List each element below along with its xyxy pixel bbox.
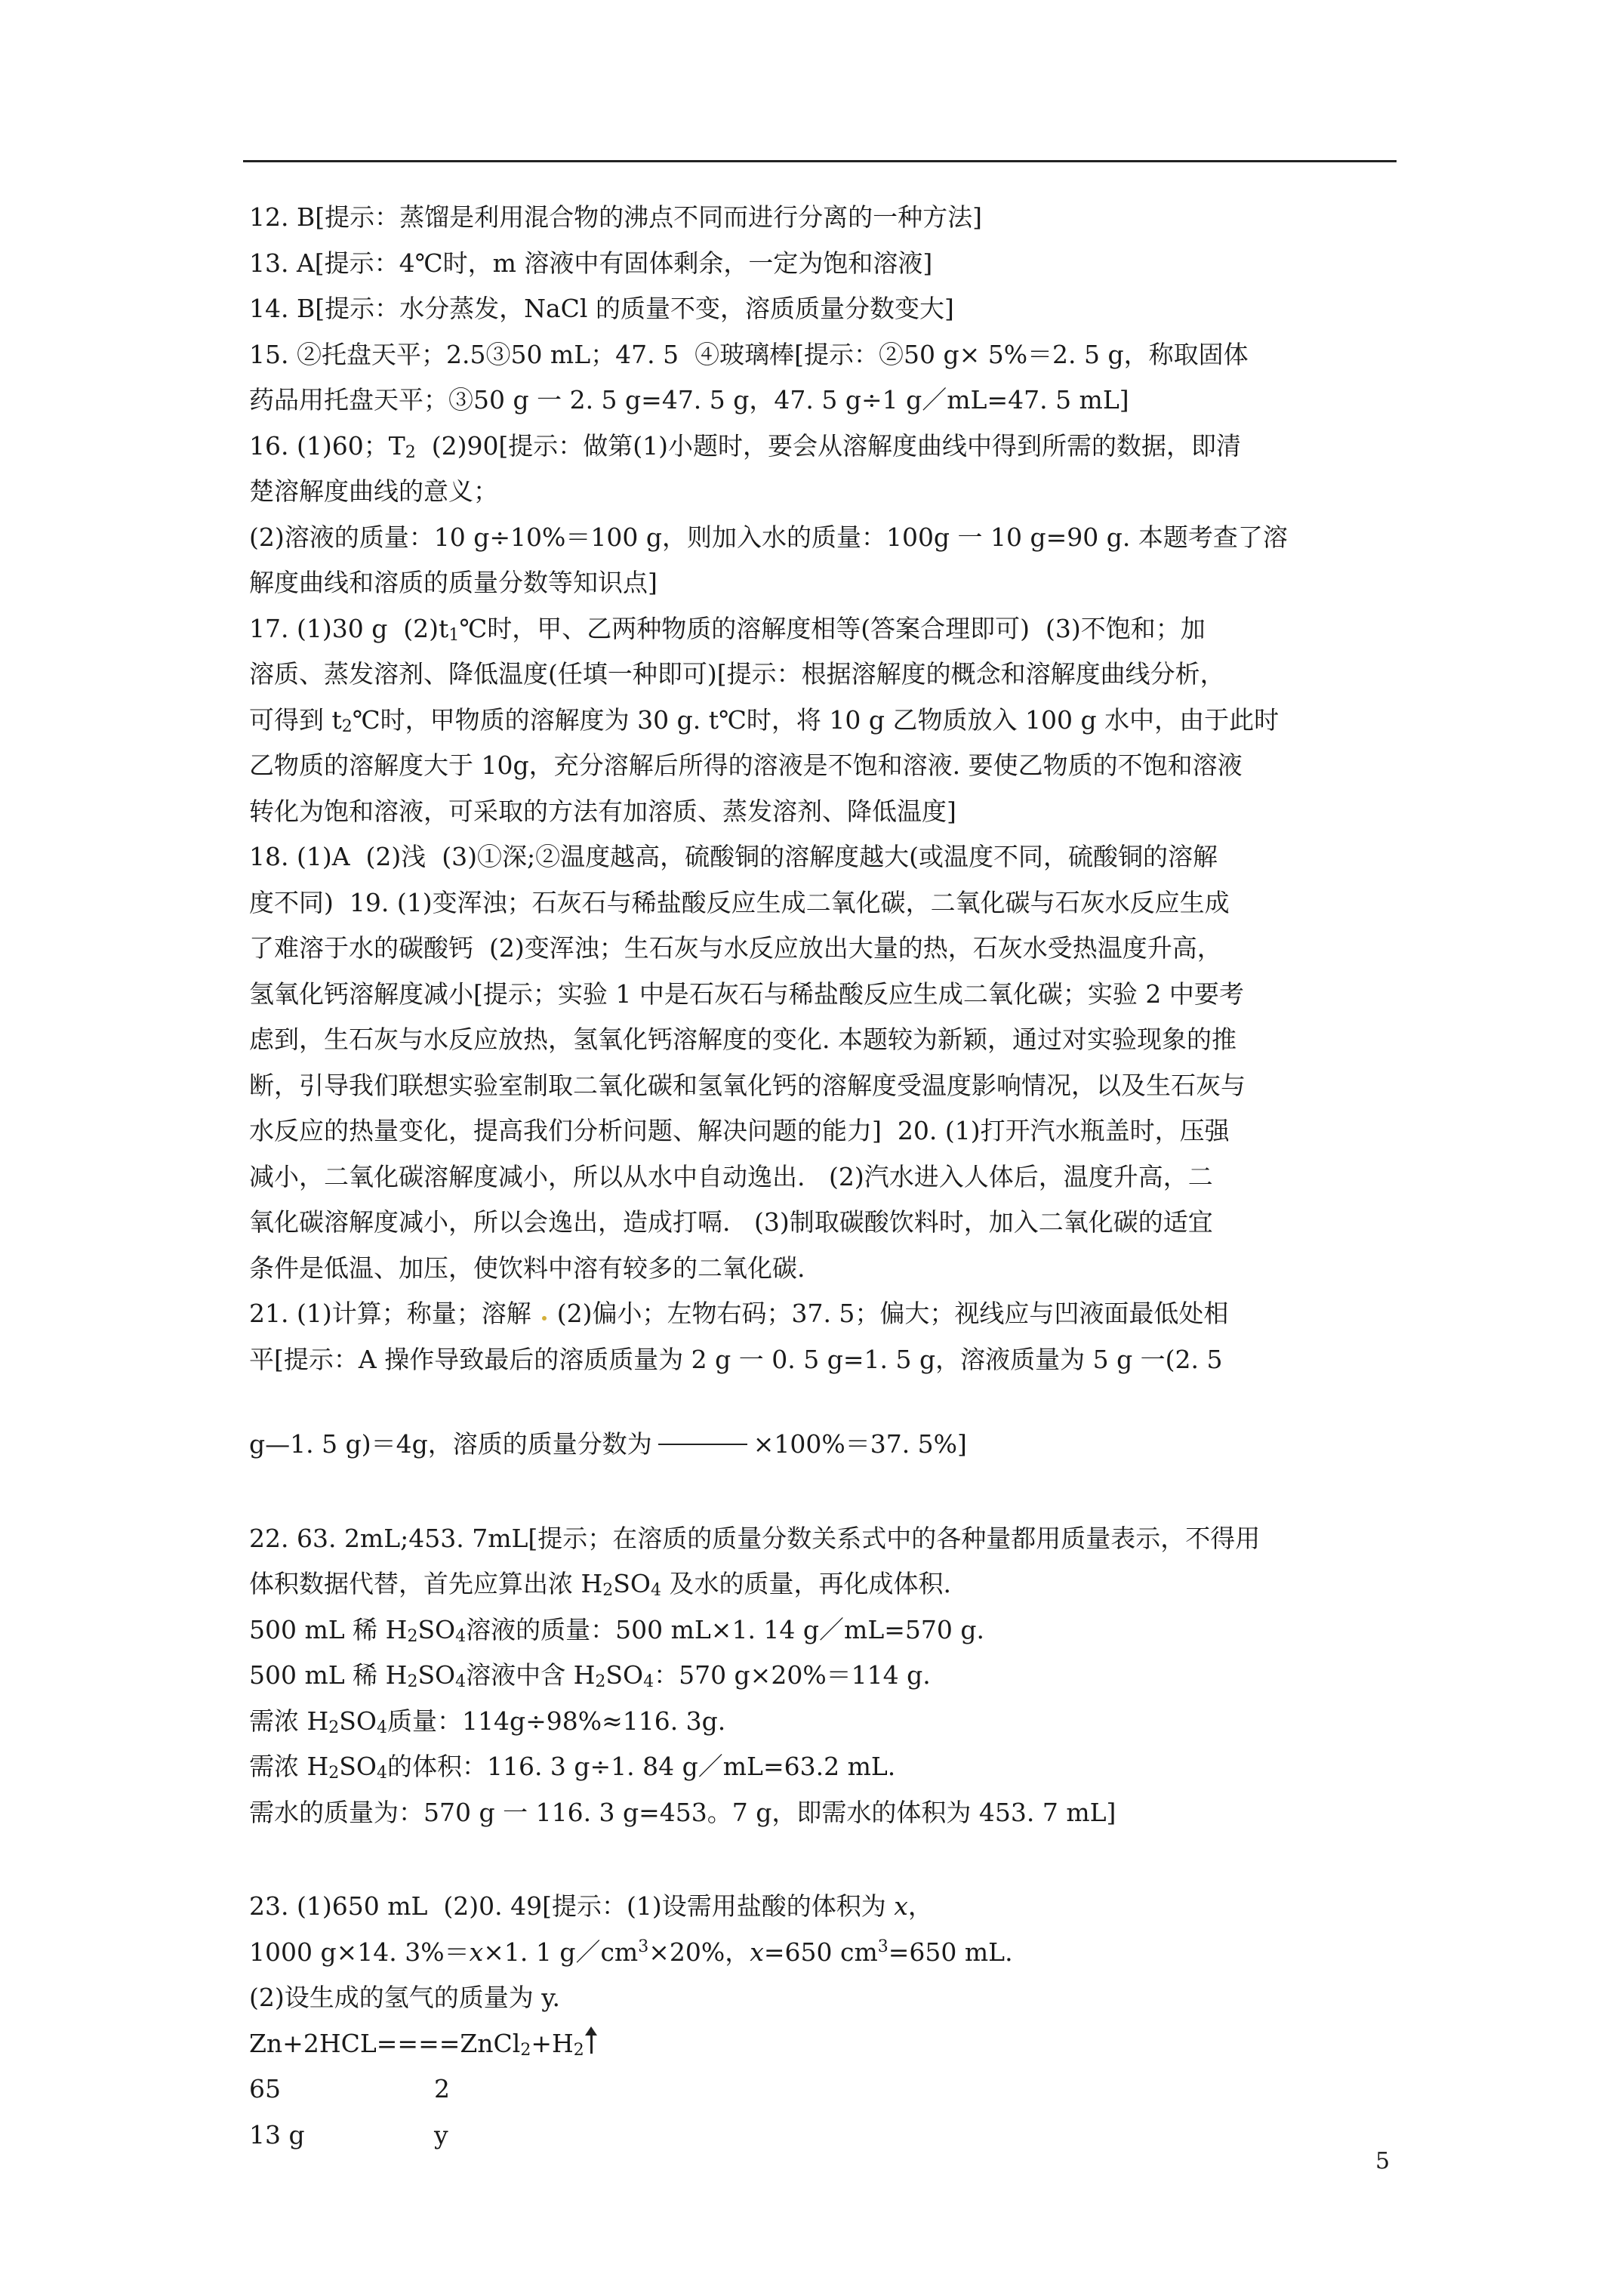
answer-18-20-line: 减小，二氧化碳溶解度减小，所以从水中自动逸出. (2)汽水进入人体后，温度升高，二 [249, 1161, 1213, 1191]
answer-21-line: g—1. 5 g)＝4g，溶质的质量分数为 ×100%＝37. 5%] [249, 1429, 967, 1459]
answer-22-line: 500 mL 稀 $H_2SO_4$溶液中含 $H_2SO_4$：570 g×20%＝114 g. [249, 1660, 931, 1691]
answer-18-20-line: 18. (1)A (2)浅 (3)①深;②温度越高，硫酸铜的溶解度越大(或温度不同，硫酸铜的溶解 [249, 842, 1218, 871]
answer-18-20-line: 断，引导我们联想实验室制取二氧化碳和氢氧化钙的溶解度受温度影响情况，以及生石灰与 [249, 1070, 1246, 1100]
answer-15-line: 15. ②托盘天平；2.5③50 mL；47. 5 ④玻璃棒[提示：②50 g× 5%＝2. 5 g，称取固体 [249, 339, 1249, 369]
answer-17-line: 可得到 $t_2℃$时，甲物质的溶解度为 30 g. t℃时，将 10 g 乙物质放入 100 g 水中，由于此时 [249, 704, 1280, 736]
fraction-bar [658, 1444, 747, 1445]
answer-18-20-line: 水反应的热量变化，提高我们分析问题、解决问题的能力] 20. (1)打开汽水瓶盖时，压强 [249, 1116, 1230, 1145]
answer-13: 13. A[提示：4℃时，m 溶液中有固体剩余，一定为饱和溶液] [249, 248, 933, 278]
answer-22-line: 体积数据代替，首先应算出浓 $H_2SO_4$ 及水的质量，再化成体积. [249, 1569, 951, 1600]
answer-18-20-line: 条件是低温、加压，使饮料中溶有较多的二氧化碳. [249, 1253, 805, 1283]
answer-16-line: 16. (1)60；$T_2$ (2)90[提示：做第(1)小题时，要会从溶解度曲线中得到所需的数据，即清 [249, 430, 1242, 462]
gas-up-arrow-icon [590, 2034, 593, 2054]
answer-22-line: 22. 63. 2mL;453. 7mL[提示；在溶质的质量分数关系式中的各种量都用质量表示，不得用 [249, 1523, 1261, 1553]
answer-22-line: 需浓 $H_2SO_4$质量：114g÷98%≈116. 3g. [249, 1706, 726, 1737]
answer-18-20-line: 氢氧化钙溶解度减小[提示；实验 1 中是石灰石与稀盐酸反应生成二氧化碳；实验 2 中要考 [249, 978, 1244, 1009]
ratio-row: 13 g y [249, 2119, 448, 2150]
ratio-row: 65 2 [249, 2074, 450, 2103]
answer-21-line: 平[提示：A 操作导致最后的溶质质量为 2 g 一 0. 5 g=1. 5 g，溶液质量为 5 g 一(2. 5 [249, 1344, 1223, 1374]
dot-mark [542, 1316, 547, 1321]
answer-12: 12. B[提示：蒸馏是利用混合物的沸点不同而进行分离的一种方法] [249, 202, 982, 232]
answer-17-line: 17. (1)30 g $(2)t_1℃$时，甲、乙两种物质的溶解度相等(答案合理即可) (3)不饱和；加 [249, 613, 1206, 645]
answer-16-line: (2)溶液的质量：10 g÷10%＝100 g，则加入水的质量：100g 一 10 g=90 g. 本题考查了溶 [249, 522, 1288, 552]
reaction-equation: $Zn+2HCL====ZnCl_2+H_2$ [249, 2021, 1427, 2067]
answer-21-line: 21. (1)计算；称量；溶解 (2)偏小；左物右码；37. 5；偏大；视线应与凹液面最低处相 [249, 1299, 1229, 1328]
answer-18-20-line: 氧化碳溶解度减小，所以会逸出，造成打嗝. (3)制取碳酸饮料时，加入二氧化碳的适宜 [249, 1207, 1213, 1237]
answer-16-line: 楚溶解度曲线的意义； [249, 476, 498, 506]
answer-key-body [249, 195, 1427, 2158]
answer-15-line: 药品用托盘天平；③50 g 一 2. 5 g=47. 5 g，47. 5 g÷1 g／mL=47. 5 mL] [249, 385, 1129, 415]
answer-22-line: 需浓 $H_2SO_4$的体积：116. 3 g÷1. 84 g／mL=63.2 mL. [249, 1752, 896, 1783]
answer-22-line: 需水的质量为：570 g 一 116. 3 g=453。7 g，即需水的体积为 453. 7 mL] [249, 1797, 1116, 1827]
answer-18-20-line: 度不同) 19. (1)变浑浊；石灰石与稀盐酸反应生成二氧化碳，二氧化碳与石灰水反应生成 [249, 887, 1230, 917]
answer-18-20-line: 虑到，生石灰与水反应放热，氢氧化钙溶解度的变化. 本题较为新颖，通过对实验现象的推 [249, 1025, 1236, 1054]
answer-14: 14. B[提示：水分蒸发，NaCl 的质量不变，溶质质量分数变大] [249, 294, 954, 323]
answer-23-line: 1000 g×14. 3%＝x×1. 1 $g/cm^3\times 20\%$，x=650 $cm^3=650$ mL. [249, 1937, 1013, 1967]
answer-17-line: 转化为饱和溶液，可采取的方法有加溶质、蒸发溶剂、降低温度] [249, 796, 956, 826]
answer-17-line: 乙物质的溶解度大于 10g，充分溶解后所得的溶液是不饱和溶液. 要使乙物质的不饱和溶液 [249, 750, 1243, 780]
header-rule [243, 160, 1397, 162]
answer-18-20-line: 了难溶于水的碳酸钙 (2)变浑浊；生石灰与水反应放出大量的热，石灰水受热温度升高， [249, 933, 1222, 963]
answer-23-line: 23. (1)650 mL (2)0. 49[提示：(1)设需用盐酸的体积为 x， [249, 1891, 933, 1921]
answer-22-line: 500 mL 稀 $H_2SO_4$溶液的质量：500 mL×1. 14 g／mL=570 g. [249, 1614, 984, 1646]
page-number: 5 [1375, 2148, 1390, 2174]
answer-23-line: (2)设生成的氢气的质量为 y. [249, 1983, 560, 2012]
answer-17-line: 溶质、蒸发溶剂、降低温度(任填一种即可)[提示：根据溶解度的概念和溶解度曲线分析， [249, 659, 1225, 689]
answer-16-line: 解度曲线和溶质的质量分数等知识点] [249, 568, 658, 597]
